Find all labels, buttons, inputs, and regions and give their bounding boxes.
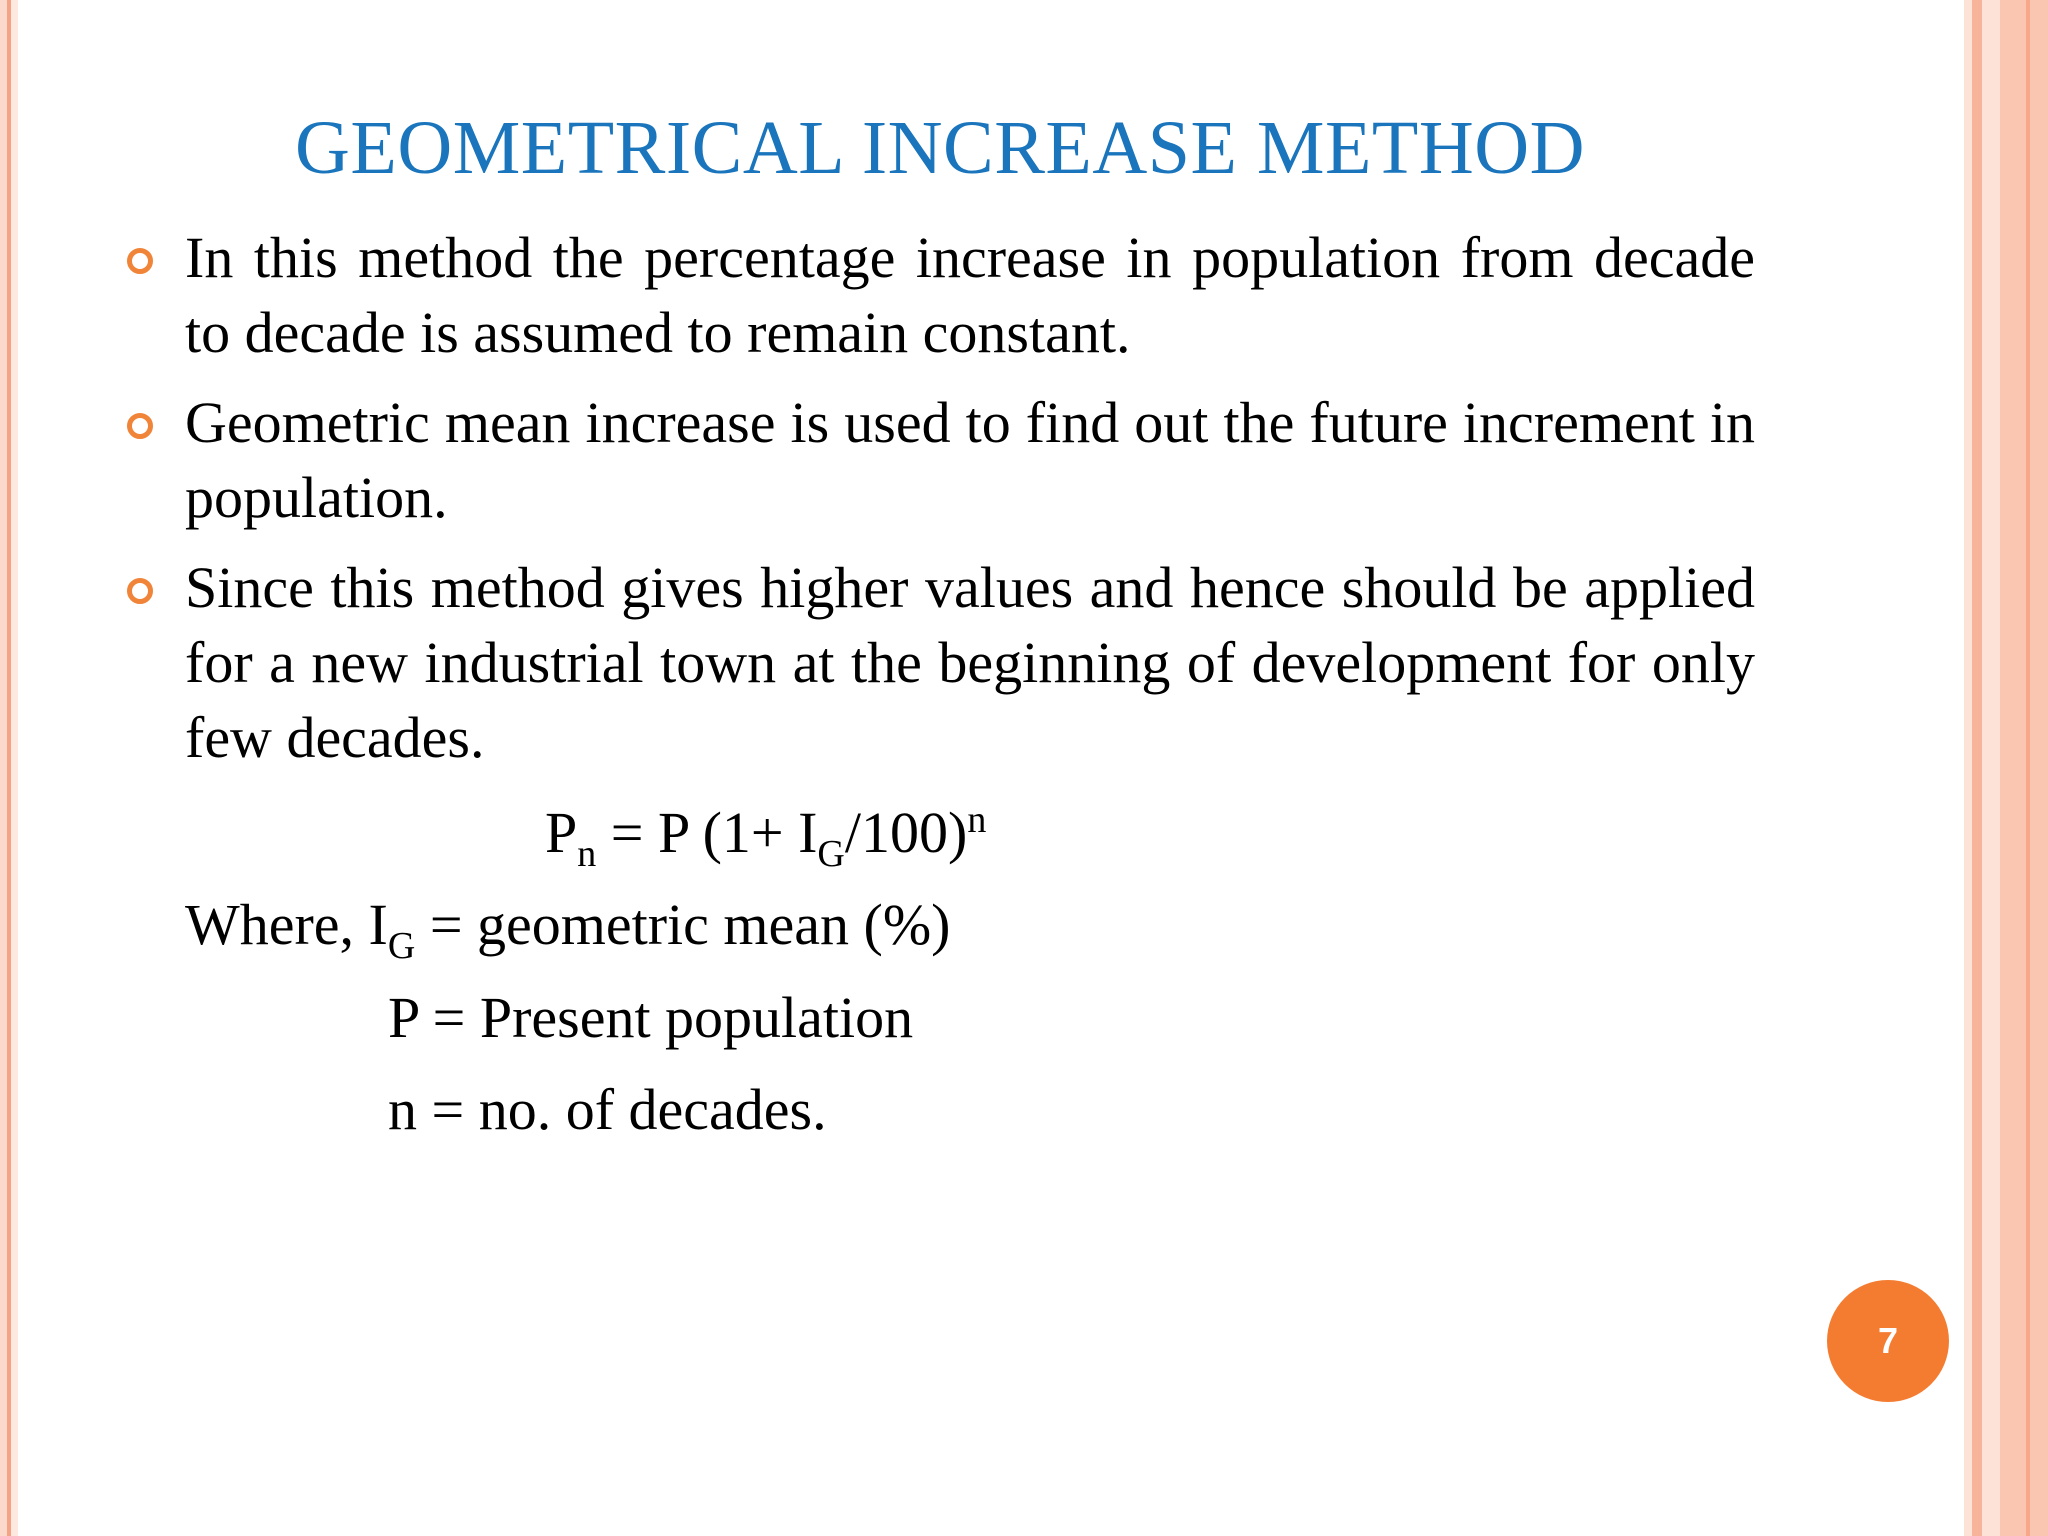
bullet-text: Geometric mean increase is used to find out the future increment in population.: [185, 390, 1755, 530]
bullet-circle-icon: [127, 578, 153, 604]
where-prefix: Where, I: [185, 892, 388, 957]
where-definition: [185, 890, 951, 967]
where-subscript: G: [387, 925, 416, 967]
formula-lhs: P: [545, 800, 578, 865]
left-decorative-border: [0, 0, 18, 1536]
page-number: 7: [1877, 1320, 1899, 1361]
definition-decades: n = no. of decades.: [388, 1077, 827, 1142]
bullet-text: In this method the percentage increase in population from decade to decade is assumed to remain constant.: [185, 225, 1755, 365]
bullet-item: [185, 220, 1755, 370]
formula-exponent: n: [967, 799, 987, 841]
bullet-text: Since this method gives higher values and hence should be applied for a new industrial town at the beginning of development for only few decades.: [185, 555, 1755, 770]
where-suffix: = geometric mean (%): [415, 892, 951, 957]
slide-title: GEOMETRICAL INCREASE METHOD: [295, 106, 1585, 190]
page-number-badge: [1827, 1280, 1949, 1402]
bullet-item: [185, 550, 1755, 775]
formula-lhs-subscript: n: [577, 833, 597, 875]
bullet-circle-icon: [127, 248, 153, 274]
bullet-list: [185, 220, 1755, 790]
formula-ig-subscript: G: [817, 833, 845, 875]
population-formula: [545, 798, 987, 875]
right-decorative-border: [1964, 0, 2048, 1536]
definition-present-population: P = Present population: [388, 985, 914, 1050]
bullet-item: [185, 385, 1755, 535]
formula-eq: = P (1+ I: [596, 800, 818, 865]
formula-rest: /100): [844, 800, 968, 865]
bullet-circle-icon: [127, 413, 153, 439]
